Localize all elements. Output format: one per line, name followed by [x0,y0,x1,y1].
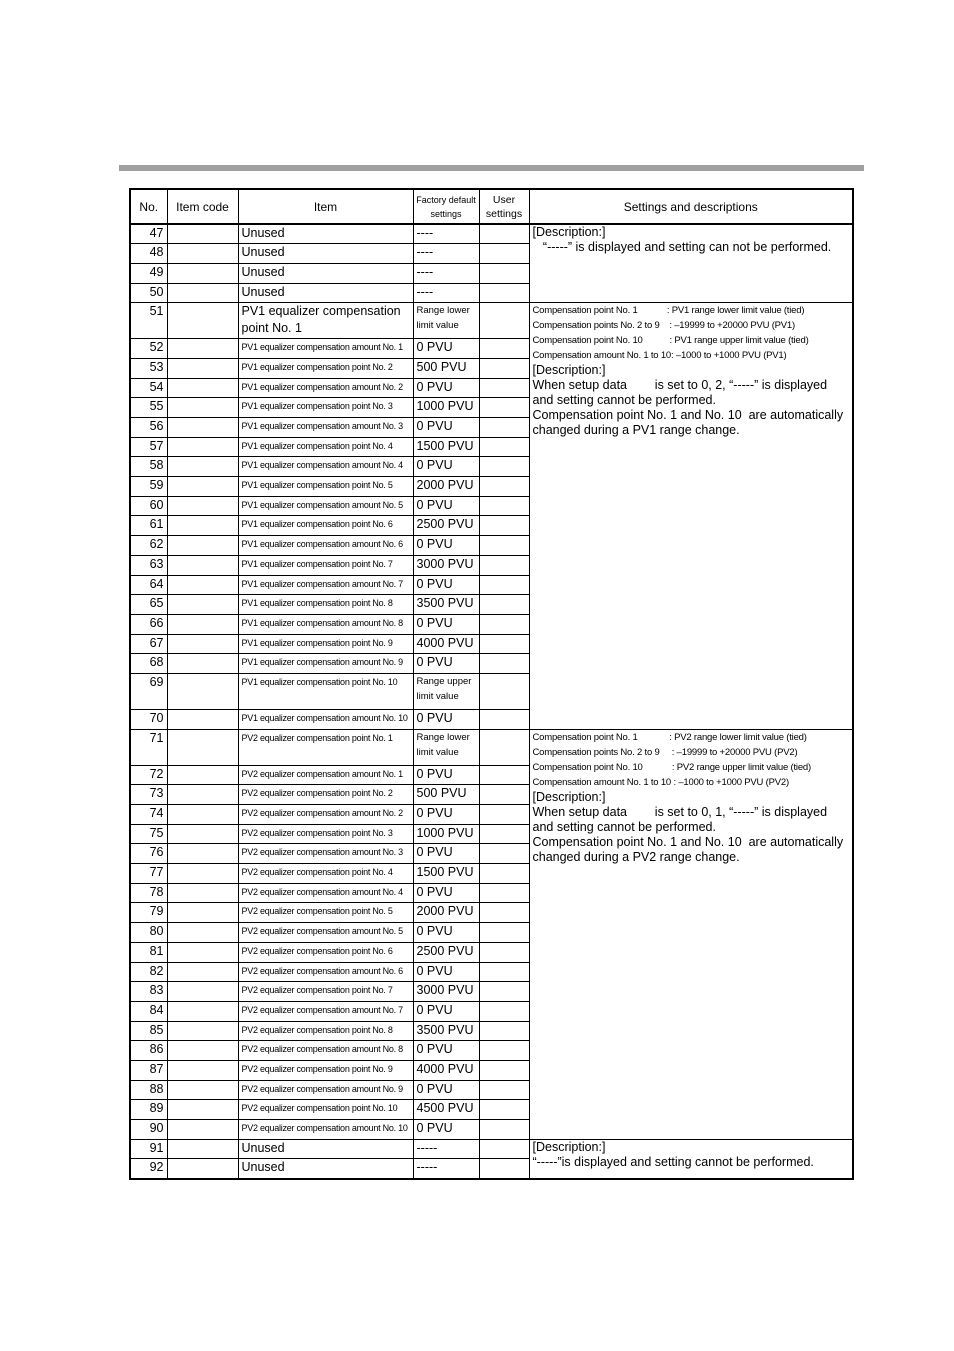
item-code-cell [167,1159,238,1179]
description-line: “-----” is displayed and setting can not be performed. [532,240,832,254]
factory-default-value: 3000 PVU [413,982,479,1002]
user-setting-cell[interactable] [479,516,529,536]
user-setting-cell[interactable] [479,555,529,575]
factory-default-value: ----- [413,1159,479,1179]
settings-description [529,224,853,303]
parameter-table [129,188,854,1180]
item-code-cell [167,496,238,516]
factory-default-value: 2500 PVU [413,516,479,536]
item-name: PV1 equalizer compensation amount No. 3 [238,418,413,438]
factory-default-value: 3000 PVU [413,555,479,575]
settings-description [529,303,853,729]
item-name: PV1 equalizer compensation point No. 6 [238,516,413,536]
item-name: PV1 equalizer compensation amount No. 6 [238,536,413,556]
user-setting-cell[interactable] [479,398,529,418]
description-line: When setup data is set to 0, 2, “-----” is displayed and setting cannot be performed. [532,378,831,408]
row-number: 52 [130,339,167,359]
item-name: PV2 equalizer compensation amount No. 6 [238,962,413,982]
header-item: Item [238,189,413,224]
row-number: 76 [130,844,167,864]
item-code-cell [167,1060,238,1080]
item-code-cell [167,595,238,615]
row-number: 47 [130,224,167,244]
row-number: 75 [130,824,167,844]
item-name: PV2 equalizer compensation point No. 1 [238,729,413,765]
item-name: Unused [238,1159,413,1179]
factory-default-value: 0 PVU [413,923,479,943]
item-name: PV1 equalizer compensation amount No. 1 [238,339,413,359]
item-name: PV1 equalizer compensation point No. 2 [238,358,413,378]
table-row [130,729,853,765]
description-line: [Description:] [532,789,606,804]
factory-default-value: Range upper limit value [413,673,479,709]
description-line: Compensation point No. 10 : PV1 range upper limit value (tied) [532,335,809,347]
user-setting-cell[interactable] [479,496,529,516]
item-name: PV2 equalizer compensation point No. 3 [238,824,413,844]
item-code-cell [167,673,238,709]
user-setting-cell[interactable] [479,1159,529,1179]
table-row [130,303,853,339]
factory-default-value: 0 PVU [413,457,479,477]
factory-default-value: 4500 PVU [413,1100,479,1120]
item-code-cell [167,824,238,844]
description-line: When setup data is set to 0, 1, “-----” is displayed and setting cannot be performed. [532,804,831,834]
factory-default-value: 0 PVU [413,496,479,516]
row-number: 88 [130,1080,167,1100]
row-number: 66 [130,614,167,634]
description-line: Compensation amount No. 1 to 10 : –1000 to +1000 PVU (PV2) [532,776,789,788]
item-name: PV1 equalizer compensation amount No. 9 [238,654,413,674]
row-number: 62 [130,536,167,556]
row-number: 74 [130,805,167,825]
user-setting-cell[interactable] [479,654,529,674]
user-setting-cell[interactable] [479,1001,529,1021]
item-code-cell [167,378,238,398]
factory-default-value: ---- [413,224,479,244]
top-rule [119,165,864,171]
row-number: 60 [130,496,167,516]
item-code-cell [167,634,238,654]
user-setting-cell[interactable] [479,942,529,962]
factory-default-value: 0 PVU [413,1041,479,1061]
factory-default-value: 0 PVU [413,805,479,825]
row-number: 50 [130,283,167,303]
row-number: 87 [130,1060,167,1080]
user-setting-cell[interactable] [479,729,529,765]
item-name: PV1 equalizer compensation point No. 7 [238,555,413,575]
item-code-cell [167,437,238,457]
user-setting-cell[interactable] [479,765,529,785]
row-number: 61 [130,516,167,536]
description-line: Compensation point No. 1 and No. 10 are automatically changed during a PV2 range change. [532,834,847,864]
item-code-cell [167,654,238,674]
description-line: “-----”is displayed and setting cannot be performed. [532,1154,814,1169]
user-setting-cell[interactable] [479,457,529,477]
item-name: PV1 equalizer compensation amount No. 8 [238,614,413,634]
row-number: 57 [130,437,167,457]
user-setting-cell[interactable] [479,358,529,378]
item-name: PV1 equalizer compensation point No. 5 [238,477,413,497]
row-number: 90 [130,1120,167,1140]
user-setting-cell[interactable] [479,437,529,457]
row-number: 58 [130,457,167,477]
factory-default-value: 1500 PVU [413,864,479,884]
user-setting-cell[interactable] [479,595,529,615]
row-number: 54 [130,378,167,398]
factory-default-value: 500 PVU [413,785,479,805]
row-number: 72 [130,765,167,785]
item-name: PV2 equalizer compensation point No. 7 [238,982,413,1002]
description-line: Compensation point No. 1 : PV2 range lower limit value (tied) [532,731,807,743]
user-setting-cell[interactable] [479,1060,529,1080]
row-number: 80 [130,923,167,943]
user-setting-cell[interactable] [479,709,529,729]
item-code-cell [167,1080,238,1100]
item-code-cell [167,1021,238,1041]
item-code-cell [167,1041,238,1061]
row-number: 64 [130,575,167,595]
description-line: Compensation points No. 2 to 9 : –19999 to +20000 PVU (PV2) [532,746,798,758]
row-number: 56 [130,418,167,438]
item-name: Unused [238,244,413,264]
item-code-cell [167,244,238,264]
description-line: [Description:] [532,225,606,239]
factory-default-value: 0 PVU [413,844,479,864]
user-setting-cell[interactable] [479,805,529,825]
item-name: PV1 equalizer compensation point No. 10 [238,673,413,709]
row-number: 85 [130,1021,167,1041]
factory-default-value: 1000 PVU [413,824,479,844]
item-code-cell [167,1139,238,1159]
user-setting-cell[interactable] [479,634,529,654]
header-settings: Settings and descriptions [529,189,853,224]
factory-default-value: 0 PVU [413,654,479,674]
item-name: PV1 equalizer compensation point No. 4 [238,437,413,457]
factory-default-value: 4000 PVU [413,634,479,654]
row-number: 63 [130,555,167,575]
factory-default-value: 500 PVU [413,358,479,378]
item-name: PV1 equalizer compensation point No. 3 [238,398,413,418]
item-name: PV1 equalizer compensation point No. 9 [238,634,413,654]
table-row [130,224,853,244]
user-setting-cell[interactable] [479,244,529,264]
item-name: PV2 equalizer compensation point No. 2 [238,785,413,805]
item-name: PV2 equalizer compensation amount No. 10 [238,1120,413,1140]
item-name: PV1 equalizer compensation point No. 1 [238,303,413,339]
user-setting-cell[interactable] [479,982,529,1002]
user-setting-cell[interactable] [479,864,529,884]
item-code-cell [167,536,238,556]
item-code-cell [167,962,238,982]
settings-description [529,1139,853,1178]
header-row [130,189,853,224]
header-user-settings: User settings [479,189,529,224]
factory-default-value: 0 PVU [413,765,479,785]
user-setting-cell[interactable] [479,923,529,943]
item-code-cell [167,614,238,634]
item-code-cell [167,477,238,497]
factory-default-value: 1500 PVU [413,437,479,457]
factory-default-value: 0 PVU [413,962,479,982]
item-code-cell [167,729,238,765]
item-code-cell [167,903,238,923]
factory-default-value: 0 PVU [413,1080,479,1100]
user-setting-cell[interactable] [479,962,529,982]
user-setting-cell[interactable] [479,824,529,844]
item-code-cell [167,785,238,805]
user-setting-cell[interactable] [479,1041,529,1061]
item-code-cell [167,765,238,785]
item-code-cell [167,358,238,378]
row-number: 59 [130,477,167,497]
factory-default-value: ---- [413,263,479,283]
factory-default-value: ----- [413,1139,479,1159]
factory-default-value: 2500 PVU [413,942,479,962]
description-line: Compensation point No. 10 : PV2 range upper limit value (tied) [532,761,811,773]
factory-default-value: 0 PVU [413,1120,479,1140]
row-number: 83 [130,982,167,1002]
row-number: 67 [130,634,167,654]
factory-default-value: 4000 PVU [413,1060,479,1080]
user-setting-cell[interactable] [479,785,529,805]
user-setting-cell[interactable] [479,903,529,923]
description-line: [Description:] [532,363,606,378]
row-number: 68 [130,654,167,674]
factory-default-value: 3500 PVU [413,1021,479,1041]
user-setting-cell[interactable] [479,283,529,303]
factory-default-value: 0 PVU [413,378,479,398]
user-setting-cell[interactable] [479,1120,529,1140]
row-number: 51 [130,303,167,339]
user-setting-cell[interactable] [479,1021,529,1041]
item-code-cell [167,418,238,438]
row-number: 77 [130,864,167,884]
description-line: Compensation point No. 1 and No. 10 are automatically changed during a PV1 range change. [532,408,847,438]
factory-default-value: ---- [413,244,479,264]
item-code-cell [167,555,238,575]
item-name: Unused [238,1139,413,1159]
user-setting-cell[interactable] [479,339,529,359]
factory-default-value: 0 PVU [413,883,479,903]
row-number: 82 [130,962,167,982]
user-setting-cell[interactable] [479,263,529,283]
item-code-cell [167,1001,238,1021]
factory-default-value: 2000 PVU [413,903,479,923]
row-number: 84 [130,1001,167,1021]
factory-default-value: 0 PVU [413,1001,479,1021]
item-code-cell [167,864,238,884]
factory-default-value: 0 PVU [413,614,479,634]
factory-default-value: 3500 PVU [413,595,479,615]
description-line: Compensation amount No. 1 to 10: –1000 to +1000 PVU (PV1) [532,350,787,362]
factory-default-value: Range lower limit value [413,303,479,339]
item-code-cell [167,398,238,418]
header-factory-default: Factory default settings [413,189,479,224]
item-name: Unused [238,224,413,244]
item-name: PV2 equalizer compensation point No. 8 [238,1021,413,1041]
row-number: 79 [130,903,167,923]
user-setting-cell[interactable] [479,477,529,497]
user-setting-cell[interactable] [479,303,529,339]
item-name: Unused [238,263,413,283]
row-number: 86 [130,1041,167,1061]
factory-default-value: ---- [413,283,479,303]
user-setting-cell[interactable] [479,418,529,438]
header-item-code: Item code [167,189,238,224]
factory-default-value: 0 PVU [413,575,479,595]
item-name: PV2 equalizer compensation amount No. 7 [238,1001,413,1021]
item-name: PV1 equalizer compensation amount No. 7 [238,575,413,595]
row-number: 48 [130,244,167,264]
user-setting-cell[interactable] [479,614,529,634]
item-name: PV2 equalizer compensation amount No. 2 [238,805,413,825]
item-code-cell [167,942,238,962]
item-name: PV2 equalizer compensation amount No. 1 [238,765,413,785]
item-code-cell [167,883,238,903]
user-setting-cell[interactable] [479,575,529,595]
row-number: 78 [130,883,167,903]
item-code-cell [167,709,238,729]
item-name: PV2 equalizer compensation amount No. 9 [238,1080,413,1100]
header-no: No. [130,189,167,224]
item-code-cell [167,923,238,943]
item-code-cell [167,1120,238,1140]
user-setting-cell[interactable] [479,536,529,556]
item-name: PV2 equalizer compensation point No. 5 [238,903,413,923]
item-name: PV2 equalizer compensation point No. 4 [238,864,413,884]
row-number: 81 [130,942,167,962]
item-name: PV2 equalizer compensation point No. 10 [238,1100,413,1120]
row-number: 70 [130,709,167,729]
item-code-cell [167,1100,238,1120]
item-code-cell [167,283,238,303]
user-setting-cell[interactable] [479,378,529,398]
user-setting-cell[interactable] [479,844,529,864]
item-code-cell [167,457,238,477]
item-code-cell [167,263,238,283]
settings-description [529,729,853,1139]
item-name: PV1 equalizer compensation amount No. 2 [238,378,413,398]
item-code-cell [167,805,238,825]
item-name: PV1 equalizer compensation amount No. 5 [238,496,413,516]
factory-default-value: 0 PVU [413,418,479,438]
item-name: PV2 equalizer compensation amount No. 3 [238,844,413,864]
description-line: Compensation points No. 2 to 9 : –19999 to +20000 PVU (PV1) [532,320,795,332]
item-name: PV2 equalizer compensation point No. 9 [238,1060,413,1080]
description-line: Compensation point No. 1 : PV1 range lower limit value (tied) [532,305,805,317]
factory-default-value: 1000 PVU [413,398,479,418]
user-setting-cell[interactable] [479,1100,529,1120]
item-code-cell [167,224,238,244]
item-name: PV2 equalizer compensation amount No. 5 [238,923,413,943]
item-name: PV2 equalizer compensation point No. 6 [238,942,413,962]
item-code-cell [167,516,238,536]
row-number: 65 [130,595,167,615]
item-name: PV1 equalizer compensation point No. 8 [238,595,413,615]
user-setting-cell[interactable] [479,883,529,903]
item-code-cell [167,303,238,339]
row-number: 71 [130,729,167,765]
item-name: PV2 equalizer compensation amount No. 8 [238,1041,413,1061]
item-code-cell [167,575,238,595]
description-line: [Description:] [532,1139,606,1154]
factory-default-value: 2000 PVU [413,477,479,497]
row-number: 91 [130,1139,167,1159]
item-name: PV1 equalizer compensation amount No. 4 [238,457,413,477]
row-number: 49 [130,263,167,283]
row-number: 69 [130,673,167,709]
factory-default-value: 0 PVU [413,536,479,556]
table-row [130,1139,853,1159]
user-setting-cell[interactable] [479,1080,529,1100]
row-number: 53 [130,358,167,378]
item-name: Unused [238,283,413,303]
item-code-cell [167,339,238,359]
table-body [130,224,853,1179]
factory-default-value: 0 PVU [413,339,479,359]
row-number: 92 [130,1159,167,1179]
row-number: 55 [130,398,167,418]
item-name: PV1 equalizer compensation amount No. 10 [238,709,413,729]
row-number: 73 [130,785,167,805]
factory-default-value: Range lower limit value [413,729,479,765]
item-name: PV2 equalizer compensation amount No. 4 [238,883,413,903]
factory-default-value: 0 PVU [413,709,479,729]
user-setting-cell[interactable] [479,673,529,709]
item-code-cell [167,844,238,864]
user-setting-cell[interactable] [479,224,529,244]
row-number: 89 [130,1100,167,1120]
user-setting-cell[interactable] [479,1139,529,1159]
item-code-cell [167,982,238,1002]
